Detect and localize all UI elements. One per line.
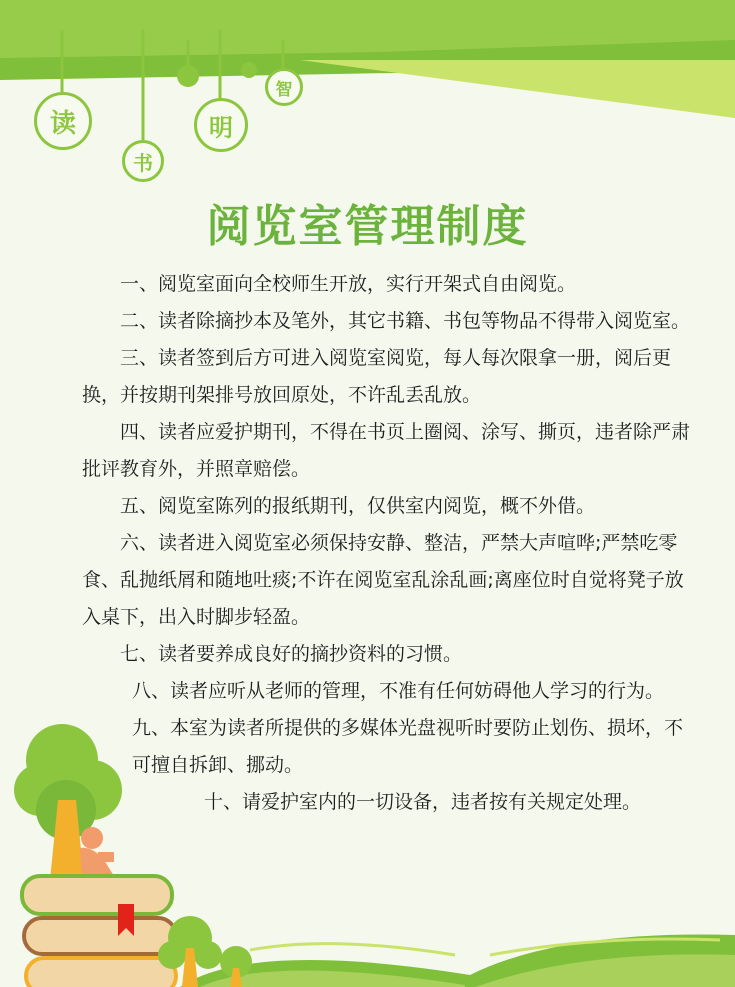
rule-item: 八、读者应听从老师的管理，不准有任何妨碍他人学习的行为。	[132, 680, 665, 702]
rule-item: 二、读者除摘抄本及笔外，其它书籍、书包等物品不得带入阅览室。	[120, 310, 691, 332]
open-book-icon	[180, 935, 735, 987]
rule-item: 九、本室为读者所提供的多媒体光盘视听时要防止划伤、损坏，不可擅自拆卸、挪动。	[132, 717, 684, 776]
badge-bright: 明	[194, 98, 248, 152]
rule-item: 四、读者应爱护期刊，不得在书页上圈阅、涂写、撕页，违者除严肃批评教育外，并照章赔偿。	[82, 421, 691, 480]
rule-item: 一、阅览室面向全校师生开放，实行开架式自由阅览。	[120, 273, 577, 295]
rule-item: 六、读者进入阅览室必须保持安静、整洁，严禁大声喧哗;严禁吃零食、乱抛纸屑和随地吐痰;不许在阅览室乱涂乱画;离座位时自觉将凳子放入桌下，出入时脚步轻盈。	[82, 532, 684, 628]
rule-item: 十、请爱护室内的一切设备，违者按有关规定处理。	[204, 791, 642, 813]
dot-1	[177, 65, 199, 87]
rule-item: 五、阅览室陈列的报纸期刊，仅供室内阅览，概不外借。	[120, 495, 596, 517]
badge-read: 读	[34, 92, 92, 150]
rules-list	[82, 266, 692, 821]
rule-item: 三、读者签到后方可进入阅览室阅览，每人每次限拿一册，阅后更换，并按期刊架排号放回原处，不许乱丢乱放。	[82, 347, 672, 406]
dot-2	[241, 62, 257, 78]
top-band-yellow	[300, 60, 735, 118]
badge-book: 书	[122, 140, 164, 182]
book-stack-icon	[22, 876, 176, 987]
rule-item: 七、读者要养成良好的摘抄资料的习惯。	[120, 643, 463, 665]
reading-child-icon	[80, 827, 114, 876]
badge-wisdom: 智	[265, 68, 303, 106]
page-title: 阅览室管理制度	[206, 201, 529, 252]
